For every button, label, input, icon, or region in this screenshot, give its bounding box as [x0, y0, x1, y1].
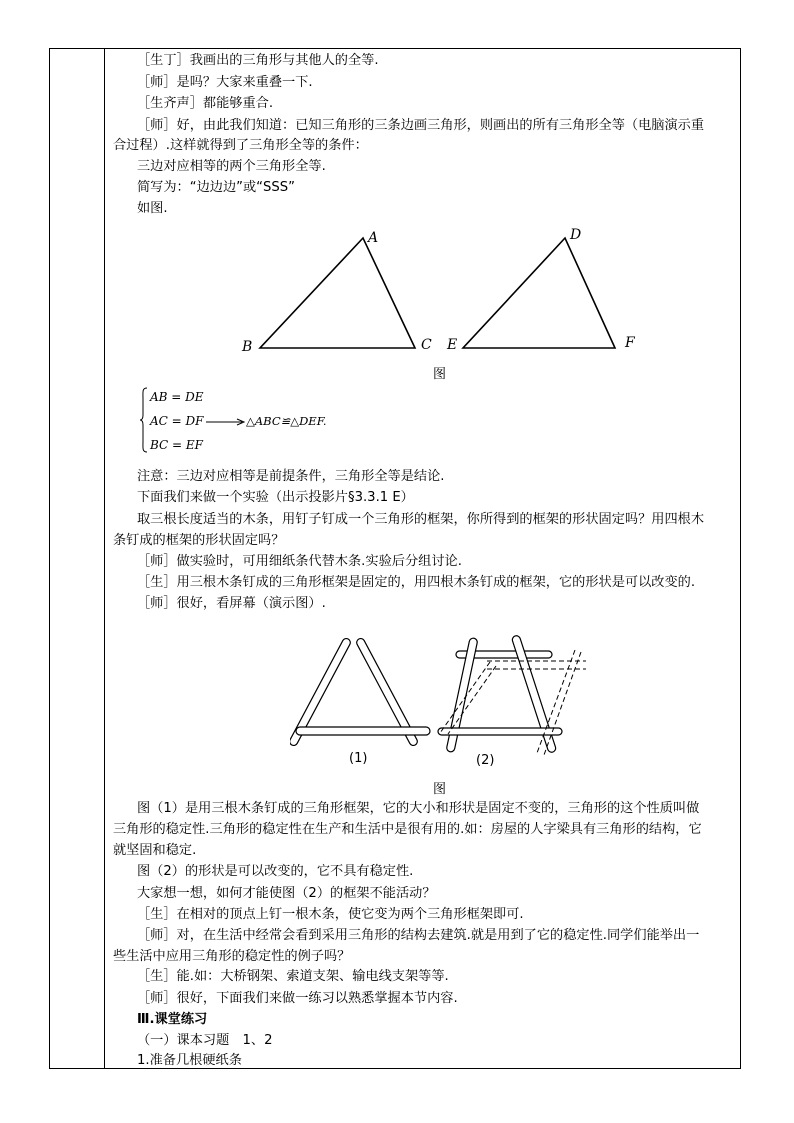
dialogue-line: 些生活中应用三角形的稳定性的例子吗？: [113, 949, 351, 964]
abbreviation-line: 简写为：“边边边”或“SSS”: [137, 180, 295, 195]
dialogue-line: ［生齐声］都能够重合.: [137, 96, 274, 111]
dialogue-line: ［师］很好，下面我们来做一练习以熟悉掌握本节内容.: [137, 991, 458, 1006]
equation-bc-ef: BC = EF: [150, 438, 203, 452]
vertex-label-c: C: [421, 337, 432, 353]
left-brace: [139, 387, 149, 453]
text-line: 大家想一想，如何才能使图（2）的框架不能活动？: [137, 886, 436, 901]
text-line: 取三根长度适当的木条，用钉子钉成一个三角形的框架，你所得到的框架的形状固定吗？用四根木: [137, 512, 705, 527]
text-line: 如图.: [137, 201, 168, 216]
dialogue-line: ［生］在相对的顶点上钉一根木条，使它变为两个三角形框架即可.: [137, 907, 524, 922]
section-heading: Ⅲ.课堂练习: [137, 1012, 208, 1027]
dialogue-line: ［师］对，在生活中经常会看到采用三角形的结构去建筑.就是用到了它的稳定性.同学们能举出一: [137, 928, 700, 943]
exercise-line: 1.准备几根硬纸条: [137, 1053, 242, 1068]
equation-ac-df: AC = DF: [150, 414, 204, 428]
dialogue-line: ［师］是吗？大家来重叠一下.: [137, 75, 313, 90]
vertex-label-a: A: [368, 230, 379, 246]
dialogue-line: ［生丁］我画出的三角形与其他人的全等.: [137, 53, 379, 68]
text-line: 三角形的稳定性.三角形的稳定性在生产和生活中是很有用的.如：房屋的人字梁具有三角形的结构，它: [113, 822, 702, 837]
exercise-line: （一）课本习题 1、2: [137, 1033, 273, 1048]
note-line: 注意：三边对应相等是前提条件，三角形全等是结论.: [137, 469, 445, 484]
text-line: 图（2）的形状是可以改变的，它不具有稳定性.: [137, 864, 414, 879]
congruent-triangles-figure: [230, 222, 650, 357]
implies-arrow-icon: [206, 417, 246, 427]
dialogue-line: ［生］能.如：大桥钢架、索道支架、输电线支架等等.: [137, 969, 449, 984]
equation-ab-de: AB = DE: [150, 390, 204, 404]
vertex-label-b: B: [242, 339, 253, 355]
figure-label-1: (1): [349, 751, 368, 766]
dialogue-line: ［师］做实验时，可用细纸条代替木条.实验后分组讨论.: [137, 554, 462, 569]
figure-label-2: (2): [476, 753, 495, 768]
congruence-conclusion: △ABC≌△DEF.: [246, 414, 327, 428]
dialogue-line: ［生］用三根木条钉成的三角形框架是固定的，用四根木条钉成的框架，它的形状是可以改变的.: [137, 575, 696, 590]
dialogue-line: ［师］好，由此我们知道：已知三角形的三条边画三角形，则画出的所有三角形全等（电脑演示重: [137, 118, 705, 133]
dialogue-line: ［师］很好，看屏幕（演示图）.: [137, 596, 326, 611]
dialogue-line: 合过程）.这样就得到了三角形全等的条件：: [113, 138, 368, 153]
vertex-label-f: F: [625, 335, 635, 351]
text-line: 图（1）是用三根木条钉成的三角形框架，它的大小和形状是固定不变的，三角形的这个性质叫做: [137, 801, 700, 816]
stick-frames-figure: [290, 620, 590, 770]
text-line: 就坚固和稳定.: [113, 843, 197, 858]
left-column: [49, 48, 105, 1069]
text-line: 条钉成的框架的形状固定吗？: [113, 533, 285, 548]
text-line: 下面我们来做一个实验（出示投影片§3.3.1 E）: [137, 490, 414, 505]
theorem-line: 三边对应相等的两个三角形全等.: [137, 159, 326, 174]
figure-caption: 图: [433, 782, 447, 797]
vertex-label-d: D: [570, 227, 582, 243]
figure-caption: 图: [433, 367, 447, 382]
vertex-label-e: E: [447, 337, 458, 353]
